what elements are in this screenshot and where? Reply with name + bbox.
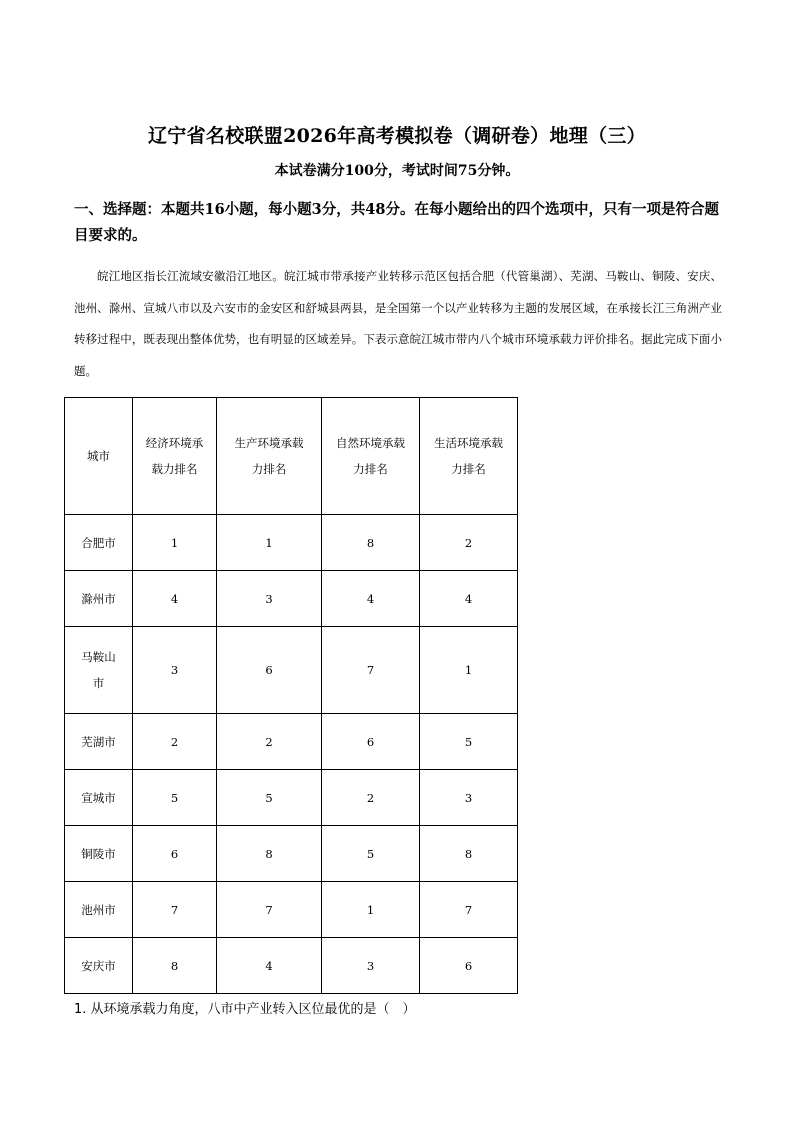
rank-cell: 1 [217,515,322,571]
header-natural: 自然环境承载力排名 [322,398,420,515]
city-cell: 马鞍山市 [65,627,133,714]
city-cell: 芜湖市 [65,714,133,770]
city-cell: 宣城市 [65,770,133,826]
reading-passage: 皖江地区指长江流域安徽沿江地区。皖江城市带承接产业转移示范区包括合肥（代管巢湖）、芜湖、马鞍山、铜陵、安庆、池州、滁州、宣城八市以及六安市的金安区和舒城县两县，是全国第一个以产业转移为主题的发展区域，在承接长江三角洲产业转移过程中，既表现出整体优势，也有明显的区域差异。下表示意皖江城市带内八个城市环境承载力评价排名。据此完成下面小题。 [74,269,722,378]
table-row [65,515,518,571]
city-cell: 铜陵市 [65,826,133,882]
exam-subtitle: 本试卷满分100分，考试时间75分钟。 [274,163,520,179]
rank-cell: 5 [420,714,518,770]
rank-cell: 2 [322,770,420,826]
rank-cell: 2 [420,515,518,571]
rank-cell: 3 [322,938,420,994]
rank-cell: 6 [217,627,322,714]
rank-cell: 3 [133,627,217,714]
table-header-row [65,398,518,515]
rank-cell: 6 [420,938,518,994]
rank-cell: 5 [217,770,322,826]
rank-cell: 2 [217,714,322,770]
table-row [65,627,518,714]
city-cell: 池州市 [65,882,133,938]
rank-cell: 8 [322,515,420,571]
rank-cell: 1 [420,627,518,714]
question-1: 1. 从环境承载力角度，八市中产业转入区位最优的是（ ） [74,1002,416,1017]
table-row [65,882,518,938]
rank-cell: 4 [322,571,420,627]
table-row [65,571,518,627]
rank-cell: 7 [133,882,217,938]
header-economic: 经济环境承载力排名 [133,398,217,515]
rank-cell: 3 [217,571,322,627]
rank-cell: 6 [322,714,420,770]
city-cell: 滁州市 [65,571,133,627]
header-production: 生产环境承载力排名 [217,398,322,515]
rank-cell: 8 [420,826,518,882]
table-row [65,770,518,826]
rank-cell: 4 [420,571,518,627]
rank-cell: 2 [133,714,217,770]
rank-cell: 6 [133,826,217,882]
rank-cell: 7 [322,627,420,714]
rank-cell: 5 [133,770,217,826]
rank-cell: 5 [322,826,420,882]
rank-cell: 1 [133,515,217,571]
ranking-table [64,397,518,994]
header-living: 生活环境承载力排名 [420,398,518,515]
rank-cell: 7 [420,882,518,938]
rank-cell: 8 [133,938,217,994]
rank-cell: 3 [420,770,518,826]
rank-cell: 4 [133,571,217,627]
header-city: 城市 [65,398,133,515]
city-cell: 安庆市 [65,938,133,994]
rank-cell: 7 [217,882,322,938]
city-cell: 合肥市 [65,515,133,571]
section-heading: 一、选择题：本题共16小题，每小题3分，共48分。在每小题给出的四个选项中，只有一项是符合题目要求的。 [74,201,719,244]
exam-title: 辽宁省名校联盟2026年高考模拟卷（调研卷）地理（三） [148,125,646,147]
table-row [65,826,518,882]
table-row [65,714,518,770]
table-row [65,938,518,994]
rank-cell: 4 [217,938,322,994]
rank-cell: 1 [322,882,420,938]
rank-cell: 8 [217,826,322,882]
